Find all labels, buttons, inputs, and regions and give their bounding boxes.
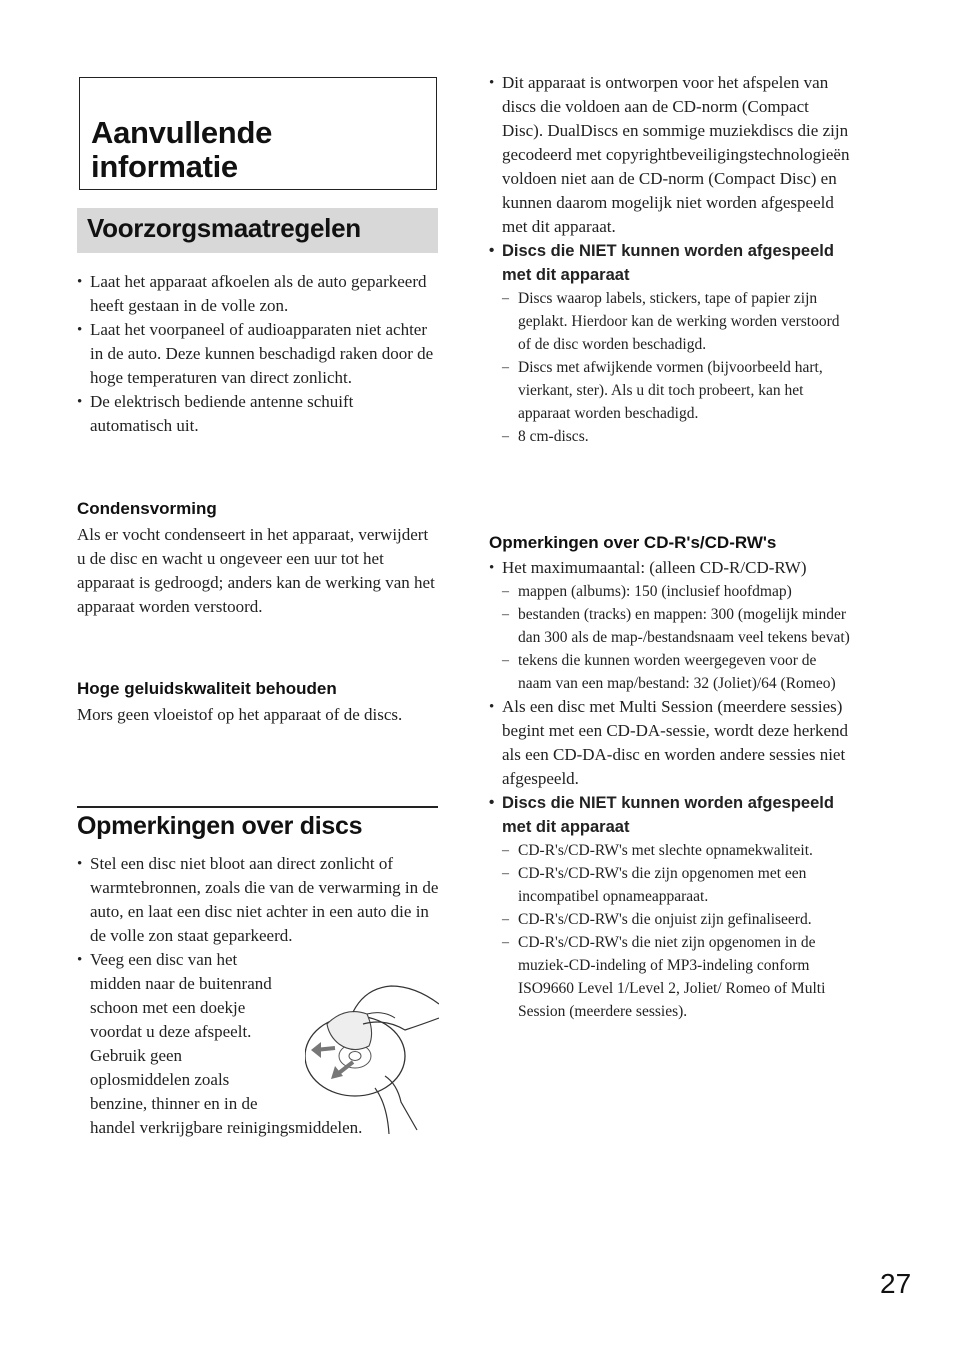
precaution-item: • Laat het voorpaneel of audioapparaten niet achter in de auto. Deze kunnen beschadigd raken door de hoge temperaturen van direct zonlicht.: [77, 318, 439, 390]
cdr-not-playable-item: – CD-R's/CD-RW's die zijn opgenomen met een incompatibel opnameapparaat.: [502, 862, 851, 908]
cleaning-line: oplosmiddelen zoals: [90, 1070, 230, 1089]
section-heading-discs: Opmerkingen over discs: [77, 806, 438, 841]
condensation-block: [77, 497, 439, 619]
cleaning-line: schoon met een doekje: [90, 998, 246, 1017]
cdr-max-items: [502, 580, 851, 695]
cdr-max-list: [489, 556, 851, 580]
sound-quality-block: [77, 677, 439, 727]
not-playable-item: – 8 cm-discs.: [502, 425, 851, 448]
subheading-condensation: Condensvorming: [77, 499, 217, 518]
not-playable-item: – Discs waarop labels, stickers, tape of papier zijn geplakt. Hierdoor kan de werking worden verstoord of de disc worden beschadigd.: [502, 287, 851, 356]
cd-standard-list: [489, 71, 851, 287]
section-heading-precautions: Voorzorgsmaatregelen: [77, 208, 438, 253]
chapter-title-line2: informatie: [91, 149, 238, 184]
not-playable-item: – Discs met afwijkende vormen (bijvoorbeeld hart, vierkant, ster). Als u dit toch probeert, kan het apparaat worden beschadigd.: [502, 356, 851, 425]
sound-quality-text: Mors geen vloeistof op het apparaat of de discs.: [77, 705, 403, 724]
cdr-max-item: – tekens die kunnen worden weergegeven voor de naam van een map/bestand: 32 (Joliet)/64 (Romeo): [502, 649, 851, 695]
cdr-not-playable-item: – CD-R's/CD-RW's die niet zijn opgenomen in de muziek-CD-indeling of MP3-indeling conform ISO9660 Level 1/Level 2, Joliet/ Romeo of Multi Session (meerdere sessies).: [502, 931, 851, 1023]
precaution-item: • Laat het apparaat afkoelen als de auto geparkeerd heeft gestaan in de volle zon.: [77, 270, 439, 318]
precaution-item: • De elektrisch bediende antenne schuift automatisch uit.: [77, 390, 439, 438]
right-top-block: [489, 71, 851, 448]
page-number: 27: [880, 1268, 912, 1299]
chapter-title-line1: Aanvullende: [91, 115, 273, 150]
cdr-max-heading: • Het maximumaantal: (alleen CD-R/CD-RW): [489, 556, 851, 580]
cdr-not-playable-list: [502, 839, 851, 1023]
cleaning-line: benzine, thinner en in de: [90, 1094, 258, 1113]
cdr-max-item: – bestanden (tracks) en mappen: 300 (mogelijk minder dan 300 als de map-/bestandsnaam veel tekens bevat): [502, 603, 851, 649]
cdr-not-playable-heading: • Discs die NIET kunnen worden afgespeeld met dit apparaat: [489, 791, 851, 839]
not-playable-list: [502, 287, 851, 448]
cdr-not-playable-item: – CD-R's/CD-RW's met slechte opnamekwaliteit.: [502, 839, 851, 862]
subheading-cdr: Opmerkingen over CD-R's/CD-RW's: [489, 533, 777, 552]
cdr-multisession-list: [489, 695, 851, 839]
disc-cleaning-illustration: [305, 984, 439, 1134]
chapter-title-box: [79, 77, 437, 190]
cd-standard-item: • Dit apparaat is ontworpen voor het afspelen van discs die voldoen aan de CD-norm (Compact Disc). DualDiscs en sommige muziekdiscs die zijn gecodeerd met copyrightbeveiligingstechnologieën voldoen niet aan de CD-norm (Compact Disc) en kunnen daarom mogelijk niet worden afgespeeld met dit apparaat.: [489, 71, 851, 239]
cdr-multisession-item: • Als een disc met Multi Session (meerdere sessies) begint met een CD-DA-sessie, wordt deze herkend als een CD-DA-disc en worden andere sessies niet afgespeeld.: [489, 695, 851, 791]
precautions-list: [77, 270, 439, 438]
precautions-list-block: [77, 270, 439, 438]
cleaning-line: voordat u deze afspeelt.: [90, 1022, 252, 1041]
cleaning-line: Gebruik geen: [90, 1046, 183, 1065]
not-playable-heading: • Discs die NIET kunnen worden afgespeeld met dit apparaat: [489, 239, 851, 287]
discs-item: • Stel een disc niet bloot aan direct zonlicht of warmtebronnen, zoals die van de verwarming in de auto, en laat een disc niet achter in een auto die in de volle zon staat geparkeerd.: [77, 852, 439, 948]
cleaning-line: handel verkrijgbare reinigingsmiddelen.: [90, 1118, 363, 1137]
cdr-max-item: – mappen (albums): 150 (inclusief hoofdmap): [502, 580, 851, 603]
condensation-text: Als er vocht condenseert in het apparaat, verwijdert u de disc en wacht u ongeveer een uur tot het apparaat is gedroogd; anders kan de werking van het apparaat worden verstoord.: [77, 525, 435, 616]
cdr-block: [489, 531, 851, 1023]
cdr-not-playable-item: – CD-R's/CD-RW's die onjuist zijn gefinaliseerd.: [502, 908, 851, 931]
subheading-sound-quality: Hoge geluidskwaliteit behouden: [77, 679, 337, 698]
cleaning-line: midden naar de buitenrand: [90, 974, 272, 993]
cleaning-line: • Veeg een disc van het: [90, 950, 238, 969]
